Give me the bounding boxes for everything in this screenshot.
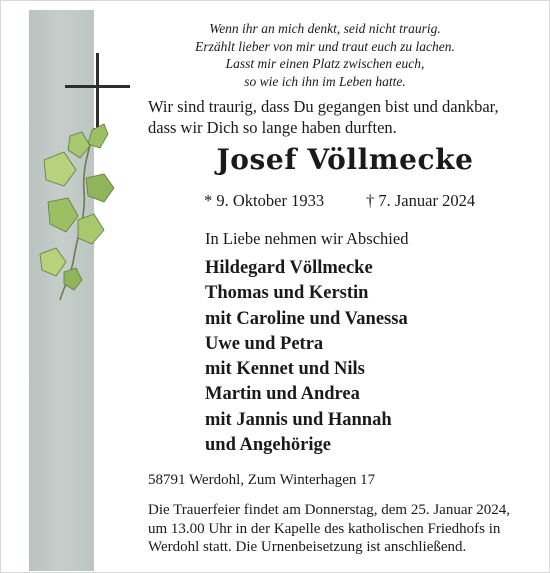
service-info xyxy=(148,501,543,557)
poem-line: Erzählt lieber von mir und traut euch zu lachen. xyxy=(195,38,455,54)
family-member: mit Jannis und Hannah xyxy=(205,409,392,430)
service-line: Die Trauerfeier findet am Donnerstag, dem 25. Januar 2024, xyxy=(148,502,510,518)
ivy-leaf xyxy=(78,214,104,244)
ivy-leaf xyxy=(88,124,108,148)
family-member: mit Kennet und Nils xyxy=(205,359,365,380)
service-line: Werdohl statt. Die Urnenbeisetzung ist anschließend. xyxy=(148,539,467,555)
intro-text xyxy=(148,96,543,138)
family-member: Hildegard Völlmecke xyxy=(205,258,373,278)
death-date: † 7. Januar 2024 xyxy=(366,191,476,210)
poem-line: Wenn ihr an mich denkt, seid nicht traurig. xyxy=(209,21,441,36)
ivy-leaf xyxy=(40,248,66,276)
intro-line: Wir sind traurig, dass Du gegangen bist und dankbar, xyxy=(148,97,499,116)
family-member: Martin und Andrea xyxy=(205,384,360,405)
family-member: Uwe und Petra xyxy=(205,333,324,354)
ivy-leaf xyxy=(64,268,82,290)
ivy-illustration xyxy=(34,122,118,302)
deceased-name: Josef Völlmecke xyxy=(216,143,474,176)
birth-date: * 9. Oktober 1933 xyxy=(204,191,325,210)
service-line: um 13.00 Uhr in der Kapelle des katholischen Friedhofs in xyxy=(148,520,501,537)
farewell-line: In Liebe nehmen wir Abschied xyxy=(205,229,409,248)
ivy-leaf xyxy=(44,152,76,186)
ivy-leaf xyxy=(48,198,78,232)
poem-line: Lasst mir einen Platz zwischen euch, xyxy=(225,56,425,71)
ivy-leaf xyxy=(68,132,90,158)
address: 58791 Werdohl, Zum Winterhagen 17 xyxy=(148,472,376,488)
family-member: mit Caroline und Vanessa xyxy=(205,308,408,329)
family-member: und Angehörige xyxy=(205,435,331,456)
intro-line: dass wir Dich so lange haben durften. xyxy=(148,118,397,137)
ivy-leaf xyxy=(86,174,114,202)
family-list xyxy=(205,256,408,458)
poem-line: so wie ich ihn im Leben hatte. xyxy=(244,73,406,89)
poem xyxy=(160,20,490,90)
cross-icon-bar xyxy=(65,85,130,88)
family-member: Thomas und Kerstin xyxy=(205,283,369,304)
